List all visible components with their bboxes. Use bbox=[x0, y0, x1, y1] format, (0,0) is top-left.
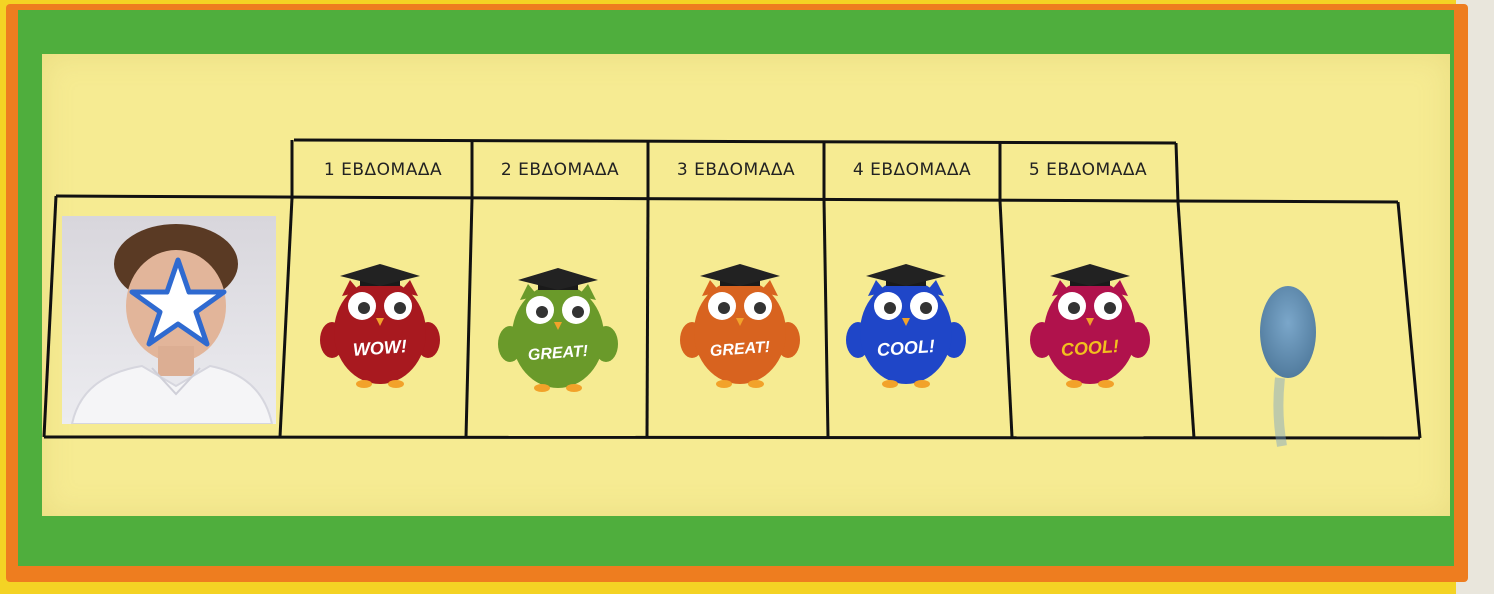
owl-body bbox=[512, 284, 604, 388]
owl-sticker-4 bbox=[846, 262, 966, 392]
owl-sticker-1 bbox=[320, 262, 440, 392]
week-5-label: 5 ΕΒΔΟΜΑΔΑ bbox=[1028, 160, 1148, 180]
owl-sticker-2 bbox=[498, 266, 618, 396]
week-2-label: 2 ΕΒΔΟΜΑΔΑ bbox=[500, 160, 620, 180]
owl-body bbox=[860, 280, 952, 384]
owl-body bbox=[694, 280, 786, 384]
week-3-label: 3 ΕΒΔΟΜΑΔΑ bbox=[676, 160, 796, 180]
sticker-label: COOL! bbox=[1060, 336, 1120, 361]
sticker-label: WOW! bbox=[352, 336, 408, 360]
owl-body bbox=[334, 280, 426, 384]
sticker-label: GREAT! bbox=[709, 338, 771, 361]
week-1-label: 1 ΕΒΔΟΜΑΔΑ bbox=[323, 160, 443, 180]
owl-body bbox=[1044, 280, 1136, 384]
owl-sticker-5 bbox=[1030, 262, 1150, 392]
owl-sticker-3 bbox=[680, 262, 800, 392]
star-icon bbox=[126, 256, 230, 348]
sticker-label: COOL! bbox=[876, 336, 936, 361]
student-photo bbox=[62, 216, 276, 424]
sticker-label: GREAT! bbox=[527, 342, 589, 365]
thumbprint bbox=[1250, 282, 1320, 452]
week-4-label: 4 ΕΒΔΟΜΑΔΑ bbox=[852, 160, 972, 180]
